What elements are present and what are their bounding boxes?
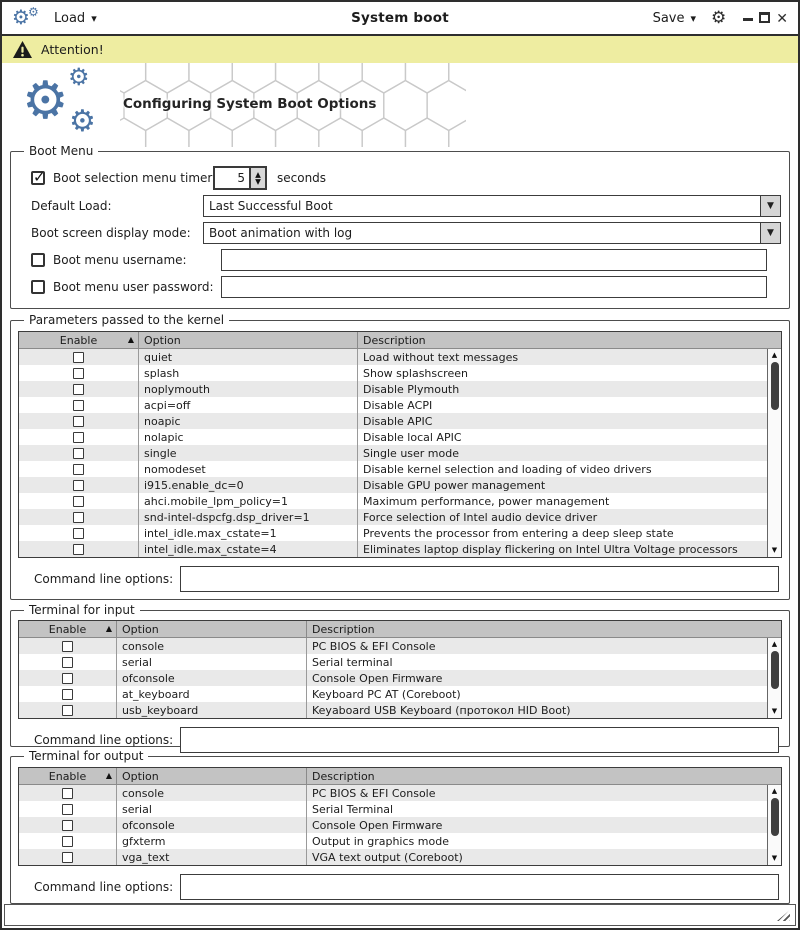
enable-cell	[19, 429, 139, 445]
maximize-button[interactable]	[759, 12, 770, 23]
boot-menu-legend: Boot Menu	[24, 144, 98, 159]
row-checkbox[interactable]	[73, 480, 84, 491]
table-row[interactable]	[19, 785, 781, 801]
description-cell: Force selection of Intel audio device driver	[363, 510, 598, 524]
window-title: System boot	[351, 10, 449, 26]
timer-value: 5	[237, 171, 245, 185]
row-checkbox[interactable]	[73, 416, 84, 427]
row-checkbox[interactable]	[62, 673, 73, 684]
description-cell: Load without text messages	[363, 350, 519, 364]
row-checkbox[interactable]	[62, 657, 73, 668]
attention-text: Attention!	[41, 42, 104, 57]
table-row[interactable]	[19, 477, 781, 493]
password-label: Boot menu user password:	[53, 280, 214, 294]
table-row[interactable]	[19, 461, 781, 477]
description-cell: Disable ACPI	[363, 398, 433, 412]
row-checkbox[interactable]	[73, 464, 84, 475]
description-cell: VGA text output (Coreboot)	[312, 850, 463, 864]
description-cell: Serial terminal	[312, 655, 393, 669]
kernel-params-legend: Parameters passed to the kernel	[24, 313, 229, 328]
option-cell: serial	[117, 801, 307, 817]
attention-banner	[2, 36, 798, 63]
description-cell: Prevents the processor from entering a deep sleep state	[363, 526, 674, 540]
sort-ascending-icon: ▲	[105, 771, 112, 780]
row-checkbox[interactable]	[73, 400, 84, 411]
enable-cell	[19, 702, 117, 718]
row-checkbox[interactable]	[62, 788, 73, 799]
default-load-label: Default Load:	[31, 199, 112, 213]
description-header-label: Description	[363, 333, 426, 347]
row-checkbox[interactable]	[62, 836, 73, 847]
enable-cell	[19, 849, 117, 865]
description-header-label: Description	[312, 622, 375, 636]
scrollbar-thumb[interactable]	[771, 798, 779, 836]
command-line-label: Command line options:	[34, 880, 174, 894]
arrow-up-icon: ▲	[771, 351, 778, 359]
gear-icon: ⚙	[22, 71, 69, 131]
option-cell: console	[117, 785, 307, 801]
scrollbar-thumb[interactable]	[771, 651, 779, 689]
description-cell: Disable GPU power management	[363, 478, 546, 492]
kernel-params-table	[18, 331, 782, 558]
description-cell: Maximum performance, power management	[363, 494, 610, 508]
enable-cell	[19, 365, 139, 381]
table-row[interactable]	[19, 413, 781, 429]
status-bar	[4, 904, 796, 926]
row-checkbox[interactable]	[62, 641, 73, 652]
description-cell: Console Open Firmware	[312, 671, 443, 685]
row-checkbox[interactable]	[62, 804, 73, 815]
table-row[interactable]	[19, 702, 781, 718]
row-checkbox[interactable]	[73, 496, 84, 507]
table-row[interactable]	[19, 801, 781, 817]
description-cell: Disable kernel selection and loading of video drivers	[363, 462, 652, 476]
option-cell: intel_idle.max_cstate=4	[139, 541, 358, 557]
gear-icon: ⚙	[69, 104, 96, 139]
enable-cell	[19, 461, 139, 477]
description-cell: Disable APIC	[363, 414, 433, 428]
description-cell: Disable local APIC	[363, 430, 462, 444]
terminal-output-table	[18, 767, 782, 866]
description-cell: Keyaboard USB Keyboard (протокол HID Boot)	[312, 703, 571, 717]
kernel-params-group	[10, 313, 790, 600]
command-line-label: Command line options:	[34, 572, 174, 586]
option-cell: splash	[139, 365, 358, 381]
table-row[interactable]	[19, 686, 781, 702]
description-cell: PC BIOS & EFI Console	[312, 639, 436, 653]
load-menu-label: Load	[54, 10, 86, 26]
arrow-down-icon: ▼	[771, 707, 778, 715]
option-column-header[interactable]	[117, 621, 307, 637]
description-cell: PC BIOS & EFI Console	[312, 786, 436, 800]
kernel-command-line-input[interactable]	[180, 566, 779, 592]
sort-ascending-icon: ▲	[105, 624, 112, 633]
scroll-up-button[interactable]	[768, 639, 781, 650]
chevron-down-icon: ▾	[91, 11, 97, 25]
enable-column-header[interactable]	[19, 621, 117, 637]
enable-header-label: Enable	[59, 333, 98, 347]
scroll-up-button[interactable]	[768, 786, 781, 797]
row-checkbox[interactable]	[73, 544, 84, 555]
table-header	[19, 621, 781, 638]
vertical-scrollbar[interactable]	[767, 638, 781, 718]
scroll-up-button[interactable]	[768, 350, 781, 361]
enable-cell	[19, 445, 139, 461]
gear-icon: ⚙	[28, 5, 39, 19]
terminal-input-legend: Terminal for input	[24, 603, 140, 618]
option-cell: quiet	[139, 349, 358, 365]
enable-cell	[19, 397, 139, 413]
row-checkbox[interactable]	[62, 820, 73, 831]
row-checkbox[interactable]	[73, 528, 84, 539]
enable-cell	[19, 686, 117, 702]
description-cell: Disable Plymouth	[363, 382, 460, 396]
option-column-header[interactable]	[117, 768, 307, 784]
gear-icon: ⚙	[68, 63, 90, 91]
option-header-label: Option	[144, 333, 181, 347]
description-cell: Keyboard PC AT (Coreboot)	[312, 687, 461, 701]
close-button[interactable]: ✕	[776, 11, 788, 27]
timer-label: Boot selection menu timer	[53, 171, 213, 185]
timer-checkbox[interactable]	[31, 168, 46, 186]
timer-unit-label: seconds	[277, 171, 327, 185]
username-label: Boot menu username:	[53, 253, 187, 267]
table-row[interactable]	[19, 509, 781, 525]
option-cell: snd-intel-dspcfg.dsp_driver=1	[139, 509, 358, 525]
username-checkbox[interactable]	[31, 253, 45, 267]
enable-cell	[19, 785, 117, 801]
terminal-input-table	[18, 620, 782, 719]
table-row[interactable]	[19, 349, 781, 365]
warning-icon	[13, 41, 32, 58]
save-menu-button[interactable]	[653, 11, 696, 26]
display-mode-select[interactable]	[203, 222, 781, 244]
window-controls	[743, 10, 788, 26]
option-cell: serial	[117, 654, 307, 670]
option-cell: noplymouth	[139, 381, 358, 397]
enable-cell	[19, 833, 117, 849]
option-cell: console	[117, 638, 307, 654]
table-row[interactable]	[19, 445, 781, 461]
enable-cell	[19, 638, 117, 654]
table-row[interactable]	[19, 429, 781, 445]
row-checkbox[interactable]	[73, 368, 84, 379]
option-header-label: Option	[122, 622, 159, 636]
vertical-scrollbar[interactable]	[767, 349, 781, 557]
display-mode-value: Boot animation with log	[209, 226, 353, 240]
table-row[interactable]	[19, 817, 781, 833]
enable-cell	[19, 654, 117, 670]
titlebar	[2, 2, 798, 36]
option-column-header[interactable]	[139, 332, 358, 348]
table-row[interactable]	[19, 493, 781, 509]
arrow-down-icon: ▼	[771, 546, 778, 554]
description-column-header[interactable]	[358, 332, 781, 348]
enable-header-label: Enable	[48, 769, 87, 783]
table-header	[19, 768, 781, 785]
dropdown-button[interactable]	[760, 196, 780, 216]
option-cell: ahci.mobile_lpm_policy=1	[139, 493, 358, 509]
enable-cell	[19, 477, 139, 493]
enable-cell	[19, 349, 139, 365]
table-row[interactable]	[19, 381, 781, 397]
enable-cell	[19, 801, 117, 817]
resize-grip[interactable]	[777, 910, 790, 921]
terminal-input-group	[10, 603, 790, 747]
settings-gear-icon[interactable]: ⚙	[711, 7, 727, 28]
terminal-output-command-line-input[interactable]	[180, 874, 779, 900]
page-header	[2, 63, 798, 147]
gears-illustration-icon	[22, 63, 108, 145]
minimize-button[interactable]	[743, 18, 753, 21]
chevron-down-icon: ▼	[767, 227, 774, 238]
table-row[interactable]	[19, 397, 781, 413]
check-icon: ✓	[33, 168, 46, 186]
load-menu-button[interactable]	[54, 11, 97, 26]
row-checkbox[interactable]	[62, 689, 73, 700]
default-load-value: Last Successful Boot	[209, 199, 333, 213]
row-checkbox[interactable]	[73, 432, 84, 443]
table-header	[19, 332, 781, 349]
dropdown-button[interactable]	[760, 223, 780, 243]
option-cell: ofconsole	[117, 817, 307, 833]
table-row[interactable]	[19, 849, 781, 865]
table-row[interactable]	[19, 654, 781, 670]
table-row[interactable]	[19, 670, 781, 686]
option-header-label: Option	[122, 769, 159, 783]
description-cell: Output in graphics mode	[312, 834, 449, 848]
scroll-down-button[interactable]	[768, 853, 781, 864]
table-row[interactable]	[19, 833, 781, 849]
enable-column-header[interactable]	[19, 768, 117, 784]
password-checkbox[interactable]	[31, 280, 45, 294]
row-checkbox[interactable]	[62, 705, 73, 716]
app-logo-gears-icon	[12, 6, 42, 30]
arrow-down-icon: ▼	[771, 854, 778, 862]
description-cell: Show splashscreen	[363, 366, 468, 380]
arrow-up-icon: ▲	[771, 787, 778, 795]
enable-cell	[19, 670, 117, 686]
username-input[interactable]	[221, 249, 767, 271]
option-cell: ofconsole	[117, 670, 307, 686]
spin-up-icon[interactable]: ▲	[255, 170, 261, 179]
scrollbar-thumb[interactable]	[771, 362, 779, 410]
option-cell: i915.enable_dc=0	[139, 477, 358, 493]
description-column-header[interactable]	[307, 768, 781, 784]
option-cell: single	[139, 445, 358, 461]
description-header-label: Description	[312, 769, 375, 783]
password-input[interactable]	[221, 276, 767, 298]
description-cell: Single user mode	[363, 446, 459, 460]
description-cell: Serial Terminal	[312, 802, 394, 816]
row-checkbox[interactable]	[73, 352, 84, 363]
enable-cell	[19, 541, 139, 557]
option-cell: nomodeset	[139, 461, 358, 477]
row-checkbox[interactable]	[73, 384, 84, 395]
enable-cell	[19, 413, 139, 429]
enable-column-header[interactable]	[19, 332, 139, 348]
terminal-input-command-line-input[interactable]	[180, 727, 779, 753]
option-cell: intel_idle.max_cstate=1	[139, 525, 358, 541]
spinner-buttons[interactable]	[249, 168, 265, 188]
chevron-down-icon: ▾	[690, 11, 697, 25]
scroll-down-button[interactable]	[768, 706, 781, 717]
terminal-output-legend: Terminal for output	[24, 749, 148, 764]
table-row[interactable]	[19, 365, 781, 381]
enable-header-label: Enable	[48, 622, 87, 636]
boot-menu-group	[10, 144, 790, 309]
table-row[interactable]	[19, 541, 781, 557]
option-cell: vga_text	[117, 849, 307, 865]
option-cell: nolapic	[139, 429, 358, 445]
timer-spinner[interactable]	[213, 166, 267, 190]
row-checkbox[interactable]	[73, 512, 84, 523]
enable-cell	[19, 493, 139, 509]
terminal-output-group	[10, 749, 790, 904]
arrow-up-icon: ▲	[771, 640, 778, 648]
chevron-down-icon: ▼	[767, 200, 774, 211]
table-row[interactable]	[19, 638, 781, 654]
enable-cell	[19, 381, 139, 397]
default-load-select[interactable]	[203, 195, 781, 217]
option-cell: gfxterm	[117, 833, 307, 849]
option-cell: at_keyboard	[117, 686, 307, 702]
page-title: Configuring System Boot Options	[123, 96, 377, 112]
option-cell: acpi=off	[139, 397, 358, 413]
table-row[interactable]	[19, 525, 781, 541]
description-column-header[interactable]	[307, 621, 781, 637]
save-menu-label: Save	[652, 10, 685, 26]
enable-cell	[19, 525, 139, 541]
description-cell: Eliminates laptop display flickering on Intel Ultra Voltage processors	[363, 542, 738, 556]
row-checkbox[interactable]	[73, 448, 84, 459]
option-cell: noapic	[139, 413, 358, 429]
display-mode-label: Boot screen display mode:	[31, 226, 191, 240]
vertical-scrollbar[interactable]	[767, 785, 781, 865]
scroll-down-button[interactable]	[768, 545, 781, 556]
gear-icon: ⚙	[12, 5, 30, 29]
enable-cell	[19, 817, 117, 833]
hexagon-pattern	[120, 63, 466, 147]
enable-cell	[19, 509, 139, 525]
description-cell: Console Open Firmware	[312, 818, 443, 832]
command-line-label: Command line options:	[34, 733, 174, 747]
spin-down-icon[interactable]: ▼	[255, 177, 261, 186]
option-cell: usb_keyboard	[117, 702, 307, 718]
row-checkbox[interactable]	[62, 852, 73, 863]
sort-ascending-icon: ▲	[127, 335, 134, 344]
